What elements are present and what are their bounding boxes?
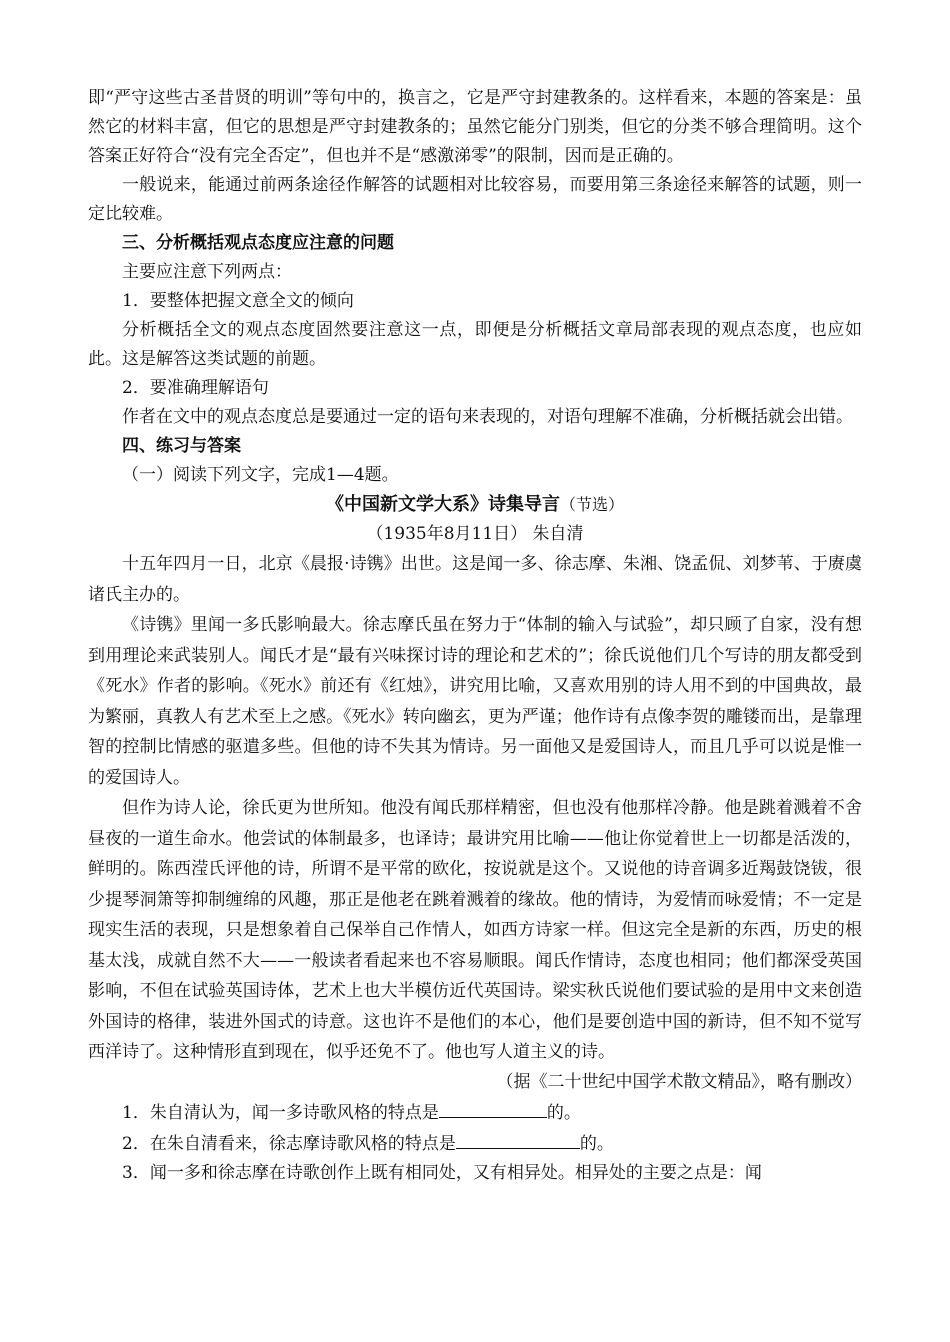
section4-heading: 四、练习与答案 <box>122 436 241 456</box>
article-byline: （1935年8月11日） 朱自清 <box>366 524 584 544</box>
answer-blank-1[interactable] <box>439 1097 547 1118</box>
document-page <box>88 84 862 1188</box>
section3-point1-title: 1．要整体把握文意全文的倾向 <box>122 291 354 311</box>
article-paragraph-1: 十五年四月一日，北京《晨报·诗镌》出世。这是闻一多、徐志摩、朱湘、饶孟侃、刘梦苇、于赓虞诸氏主办的。 <box>88 554 862 605</box>
question-1 <box>88 1097 862 1128</box>
article-source: （据《二十世纪中国学术散文精品》，略有删改） <box>496 1071 862 1092</box>
intro-paragraph-1: 即“严守这些古圣昔贤的明训”等句中的，换言之，它是严守封建教条的。这样看来，本题的答案是：虽然它的材料丰富，但它的思想是严守封建教条的；虽然它能分门别类，但它的分类不够合理简明。这个答案正好符合“没有完全否定”，但也并不是“感激涕零”的限制，因而是正确的。 <box>88 88 862 166</box>
question-2-suffix: 的。 <box>579 1133 614 1154</box>
question-1-suffix: 的。 <box>546 1102 581 1123</box>
question-2 <box>88 1128 862 1159</box>
article-title <box>88 490 862 520</box>
section3-point1-text: 分析概括全文的观点态度固然要注意这一点，即便是分析概括文章局部表现的观点态度，也应如此。这是解答这类试题的前题。 <box>88 320 862 369</box>
article-paragraph-2: 《诗镌》里闻一多氏影响最大。徐志摩氏虽在努力于“体制的输入与试验”，却只顾了自家，没有想到用理论来武装别人。闻氏才是“最有兴味探讨诗的理论和艺术的”；徐氏说他们几个写诗的朋友都受到《死水》作者的影响。《死水》前还有《红烛》，讲究用比喻，又喜欢用别的诗人用不到的中国典故，最为繁丽，真教人有艺术至上之感。《死水》转向幽玄，更为严谨；他作诗有点像李贺的雕镂而出，是靠理智的控制比情感的驱遣多些。但他的诗不失其为情诗。另一面他又是爱国诗人，而且几乎可以说是惟一的爱国诗人。 <box>88 615 862 788</box>
intro-paragraph-2: 一般说来，能通过前两条途径作解答的试题相对比较容易，而要用第三条途径来解答的试题，则一定比较难。 <box>88 175 862 224</box>
section3-lead: 主要应注意下列两点： <box>122 262 292 282</box>
exercise-instruction: （一）阅读下列文字，完成1—4题。 <box>122 465 399 485</box>
article-paragraph-3: 但作为诗人论，徐氏更为世所知。他没有闻氏那样精密，但也没有他那样冷静。他是跳着溅着不舍昼夜的一道生命水。他尝试的体制最多，也译诗；最讲究用比喻——他让你觉着世上一切都是活泼的，鲜明的。陈西滢氏评他的诗，所谓不是平常的欧化，按说就是这个。又说他的诗音调多近羯鼓饶钹，很少提琴洞箫等抑制缠绵的风趣，那正是他老在跳着溅着的缘故。他的情诗，为爱情而咏爱情；不一定是现实生活的表现，只是想象着自己保举自己作情人，如西方诗家一样。但这完全是新的东西，历史的根基太浅，成就自然不大——一般读者看起来也不容易顺眼。闻氏作情诗，态度也相同；他们都深受英国影响，不但在试验英国诗体，艺术上也大半模仿近代英国诗。梁实秋氏说他们要试验的是用中文来创造外国诗的格律，装进外国式的诗意。这也许不是他们的本心，他们是要创造中国的新诗，但不知不觉写西洋诗了。这种情形直到现在，似乎还免不了。他也写人道主义的诗。 <box>88 798 862 1062</box>
article-title-text: 《中国新文学大系》诗集导言 <box>325 494 560 515</box>
article-body <box>88 549 862 1068</box>
section3-heading: 三、分析概括观点态度应注意的问题 <box>122 233 394 253</box>
section3-point2-text: 作者在文中的观点态度总是要通过一定的语句来表现的，对语句理解不准确，分析概括就会出错。 <box>122 407 853 427</box>
section3-point2-title: 2．要准确理解语句 <box>122 378 269 398</box>
answer-blank-2[interactable] <box>456 1128 580 1149</box>
question-3: 3．闻一多和徐志摩在诗歌创作上既有相同处，又有相异处。相异处的主要之点是：闻 <box>122 1162 762 1183</box>
article-title-note: （节选） <box>559 495 624 514</box>
question-2-text: 2．在朱自清看来，徐志摩诗歌风格的特点是 <box>122 1133 456 1154</box>
question-1-text: 1．朱自清认为，闻一多诗歌风格的特点是 <box>122 1102 439 1123</box>
